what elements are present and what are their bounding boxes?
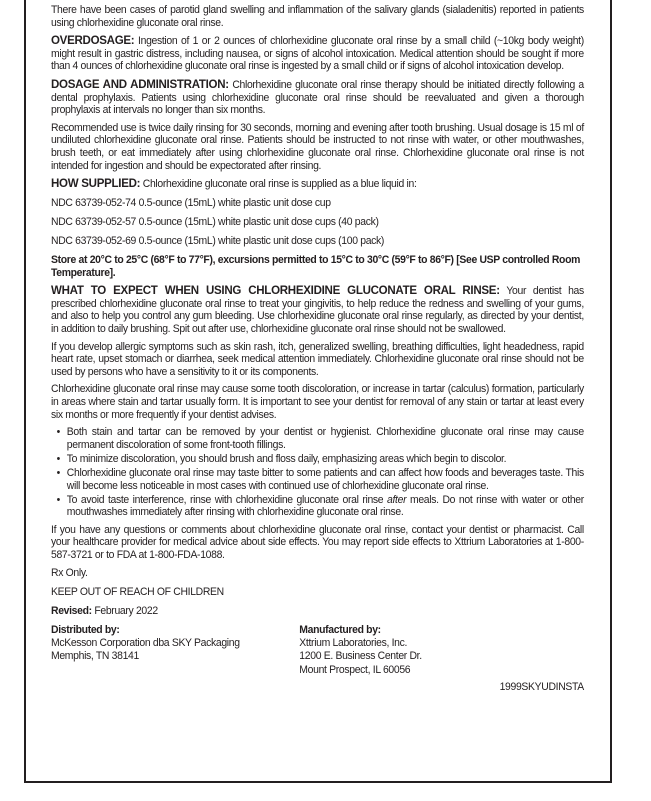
how-supplied-section: [51, 177, 584, 191]
manufactured-by-label: Manufactured by:: [299, 623, 381, 636]
manufacturer-line: 1200 E. Business Center Dr.: [299, 650, 422, 663]
allergy-paragraph: If you develop allergic symptoms such as skin rash, itch, generalized swelling, breathing difficulties, light headedness, rapid heart rate, upset stomach or diarrhea, seek medical attention immediately. Chlorhexidine gluconate oral rinse should not be used by persons who have a sensitivity to it or its components.: [51, 340, 584, 378]
label-content: [51, 4, 584, 694]
revised-label: Revised:: [51, 604, 92, 617]
distributor-block: [51, 624, 299, 678]
sialadenitis-paragraph: There have been cases of parotid gland swelling and inflammation of the salivary glands (sialadenitis) reported in patients using chlorhexidine gluconate oral rinse.: [51, 4, 584, 29]
advice-list: [51, 426, 584, 519]
company-info: [51, 624, 584, 678]
list-item: • Both stain and tartar can be removed by your dentist or hygienist. Chlorhexidine gluconate oral rinse may cause permanent discoloration of some front-tooth fillings.: [56, 426, 584, 451]
recommended-use-paragraph: Recommended use is twice daily rinsing for 30 seconds, morning and evening after tooth brushing. Usual dosage is 15 ml of undiluted chlorhexidine gluconate oral rinse. Patients should be instructed to not rinse with water, or other mouthwashes, brush teeth, or eat immediately after using chlorhexidine gluconate oral rinse. Chlorhexidine gluconate oral rinse is not intended for ingestion and should be expectorated after rinsing.: [51, 121, 584, 172]
dosage-heading: DOSAGE AND ADMINISTRATION:: [51, 76, 229, 91]
contact-paragraph: If you have any questions or comments about chlorhexidine gluconate oral rinse, contact your dentist or pharmacist. Call your healthcare provider for medical advice about side effects. You may report side effects to Xttrium Laboratories at 1-800-587-3721 or to FDA at 1-800-FDA-1088.: [51, 523, 584, 562]
what-to-expect-section: [51, 284, 584, 335]
bullet-icon: •: [56, 452, 60, 465]
document-code: 1999SKYUDINSTA: [499, 681, 584, 694]
manufacturer-block: [299, 624, 547, 678]
overdosage-section: [51, 34, 584, 73]
storage-statement: Store at 20°C to 25°C (68°F to 77°F), excursions permitted to 15°C to 30°C (59°F to 86°F) [See USP controlled Room Temperature].: [51, 254, 581, 279]
revised-value: February 2022: [94, 604, 158, 617]
what-to-expect-heading: WHAT TO EXPECT WHEN USING CHLORHEXIDINE GLUCONATE ORAL RINSE:: [51, 283, 500, 298]
list-item: • To avoid taste interference, rinse with chlorhexidine gluconate oral rinse after meals. Do not rinse with water or other mouthwashes immediately after rinsing with chlorhexidine gluconate oral rinse.: [56, 493, 584, 519]
manufacturer-line: Xttrium Laboratories, Inc.: [299, 636, 408, 649]
emphasis-after: after: [387, 493, 407, 506]
dosage-text: Chlorhexidine gluconate oral rinse therapy should be initiated directly following a dental prophylaxis. Patients using chlorhexidine gluconate oral rinse should be reevaluated and given a thorough prophylaxis at intervals no longer than six months.: [51, 78, 584, 117]
rx-only: Rx Only.: [51, 566, 88, 579]
list-item: • Chlorhexidine gluconate oral rinse may taste bitter to some patients and can affect how foods and beverages taste. This will become less noticeable in most cases with continued use of chlorhexidine gluconate oral rinse.: [56, 466, 584, 492]
what-to-expect-text: Your dentist has prescribed chlorhexidine gluconate oral rinse to treat your gingivitis, to help reduce the redness and swelling of your gums, and also to help you control any gum bleeding. Use chlorhexidine gluconate oral rinse regularly, as directed by your dentist, in addition to daily brushing. Spit out after use, chlorhexidine gluconate oral rinse should not be swallowed.: [51, 285, 584, 336]
list-item: • To minimize discoloration, you should brush and floss daily, emphasizing areas which begin to discolor.: [56, 452, 507, 465]
keep-out-warning: KEEP OUT OF REACH OF CHILDREN: [51, 585, 224, 598]
distributor-line: Memphis, TN 38141: [51, 650, 139, 663]
revised-date: [51, 605, 584, 618]
bullet-icon: •: [56, 493, 60, 506]
how-supplied-text: Chlorhexidine gluconate oral rinse is supplied as a blue liquid in:: [142, 178, 417, 191]
ndc-item: NDC 63739-052-74 0.5-ounce (15mL) white plastic unit dose cup: [51, 197, 331, 210]
discoloration-paragraph: Chlorhexidine gluconate oral rinse may cause some tooth discoloration, or increase in tartar (calculus) formation, particularly in areas where stain and tartar usually form. It is important to see your dentist for removal of any stain or tartar at least every six months or more frequently if your dentist advises.: [51, 383, 584, 421]
dosage-section: [51, 78, 584, 117]
bullet-icon: •: [56, 466, 60, 479]
overdosage-text: Ingestion of 1 or 2 ounces of chlorhexidine gluconate oral rinse by a small child (~10kg body weight) might result in gastric distress, including nausea, or signs of alcohol intoxication. Medical attention should be sought if more than 4 ounces of chlorhexidine gluconate oral rinse is ingested by a small child or if signs of alcohol intoxication develop.: [51, 35, 584, 73]
ndc-item: NDC 63739-052-57 0.5-ounce (15mL) white plastic unit dose cups (40 pack): [51, 216, 379, 229]
ndc-item: NDC 63739-052-69 0.5-ounce (15mL) white plastic unit dose cups (100 pack): [51, 235, 385, 248]
overdosage-heading: OVERDOSAGE:: [51, 33, 135, 48]
manufacturer-line: Mount Prospect, IL 60056: [299, 663, 411, 676]
bullet-icon: •: [56, 426, 60, 439]
distributed-by-label: Distributed by:: [51, 623, 120, 636]
distributor-line: McKesson Corporation dba SKY Packaging: [51, 636, 240, 649]
how-supplied-heading: HOW SUPPLIED:: [51, 176, 141, 191]
